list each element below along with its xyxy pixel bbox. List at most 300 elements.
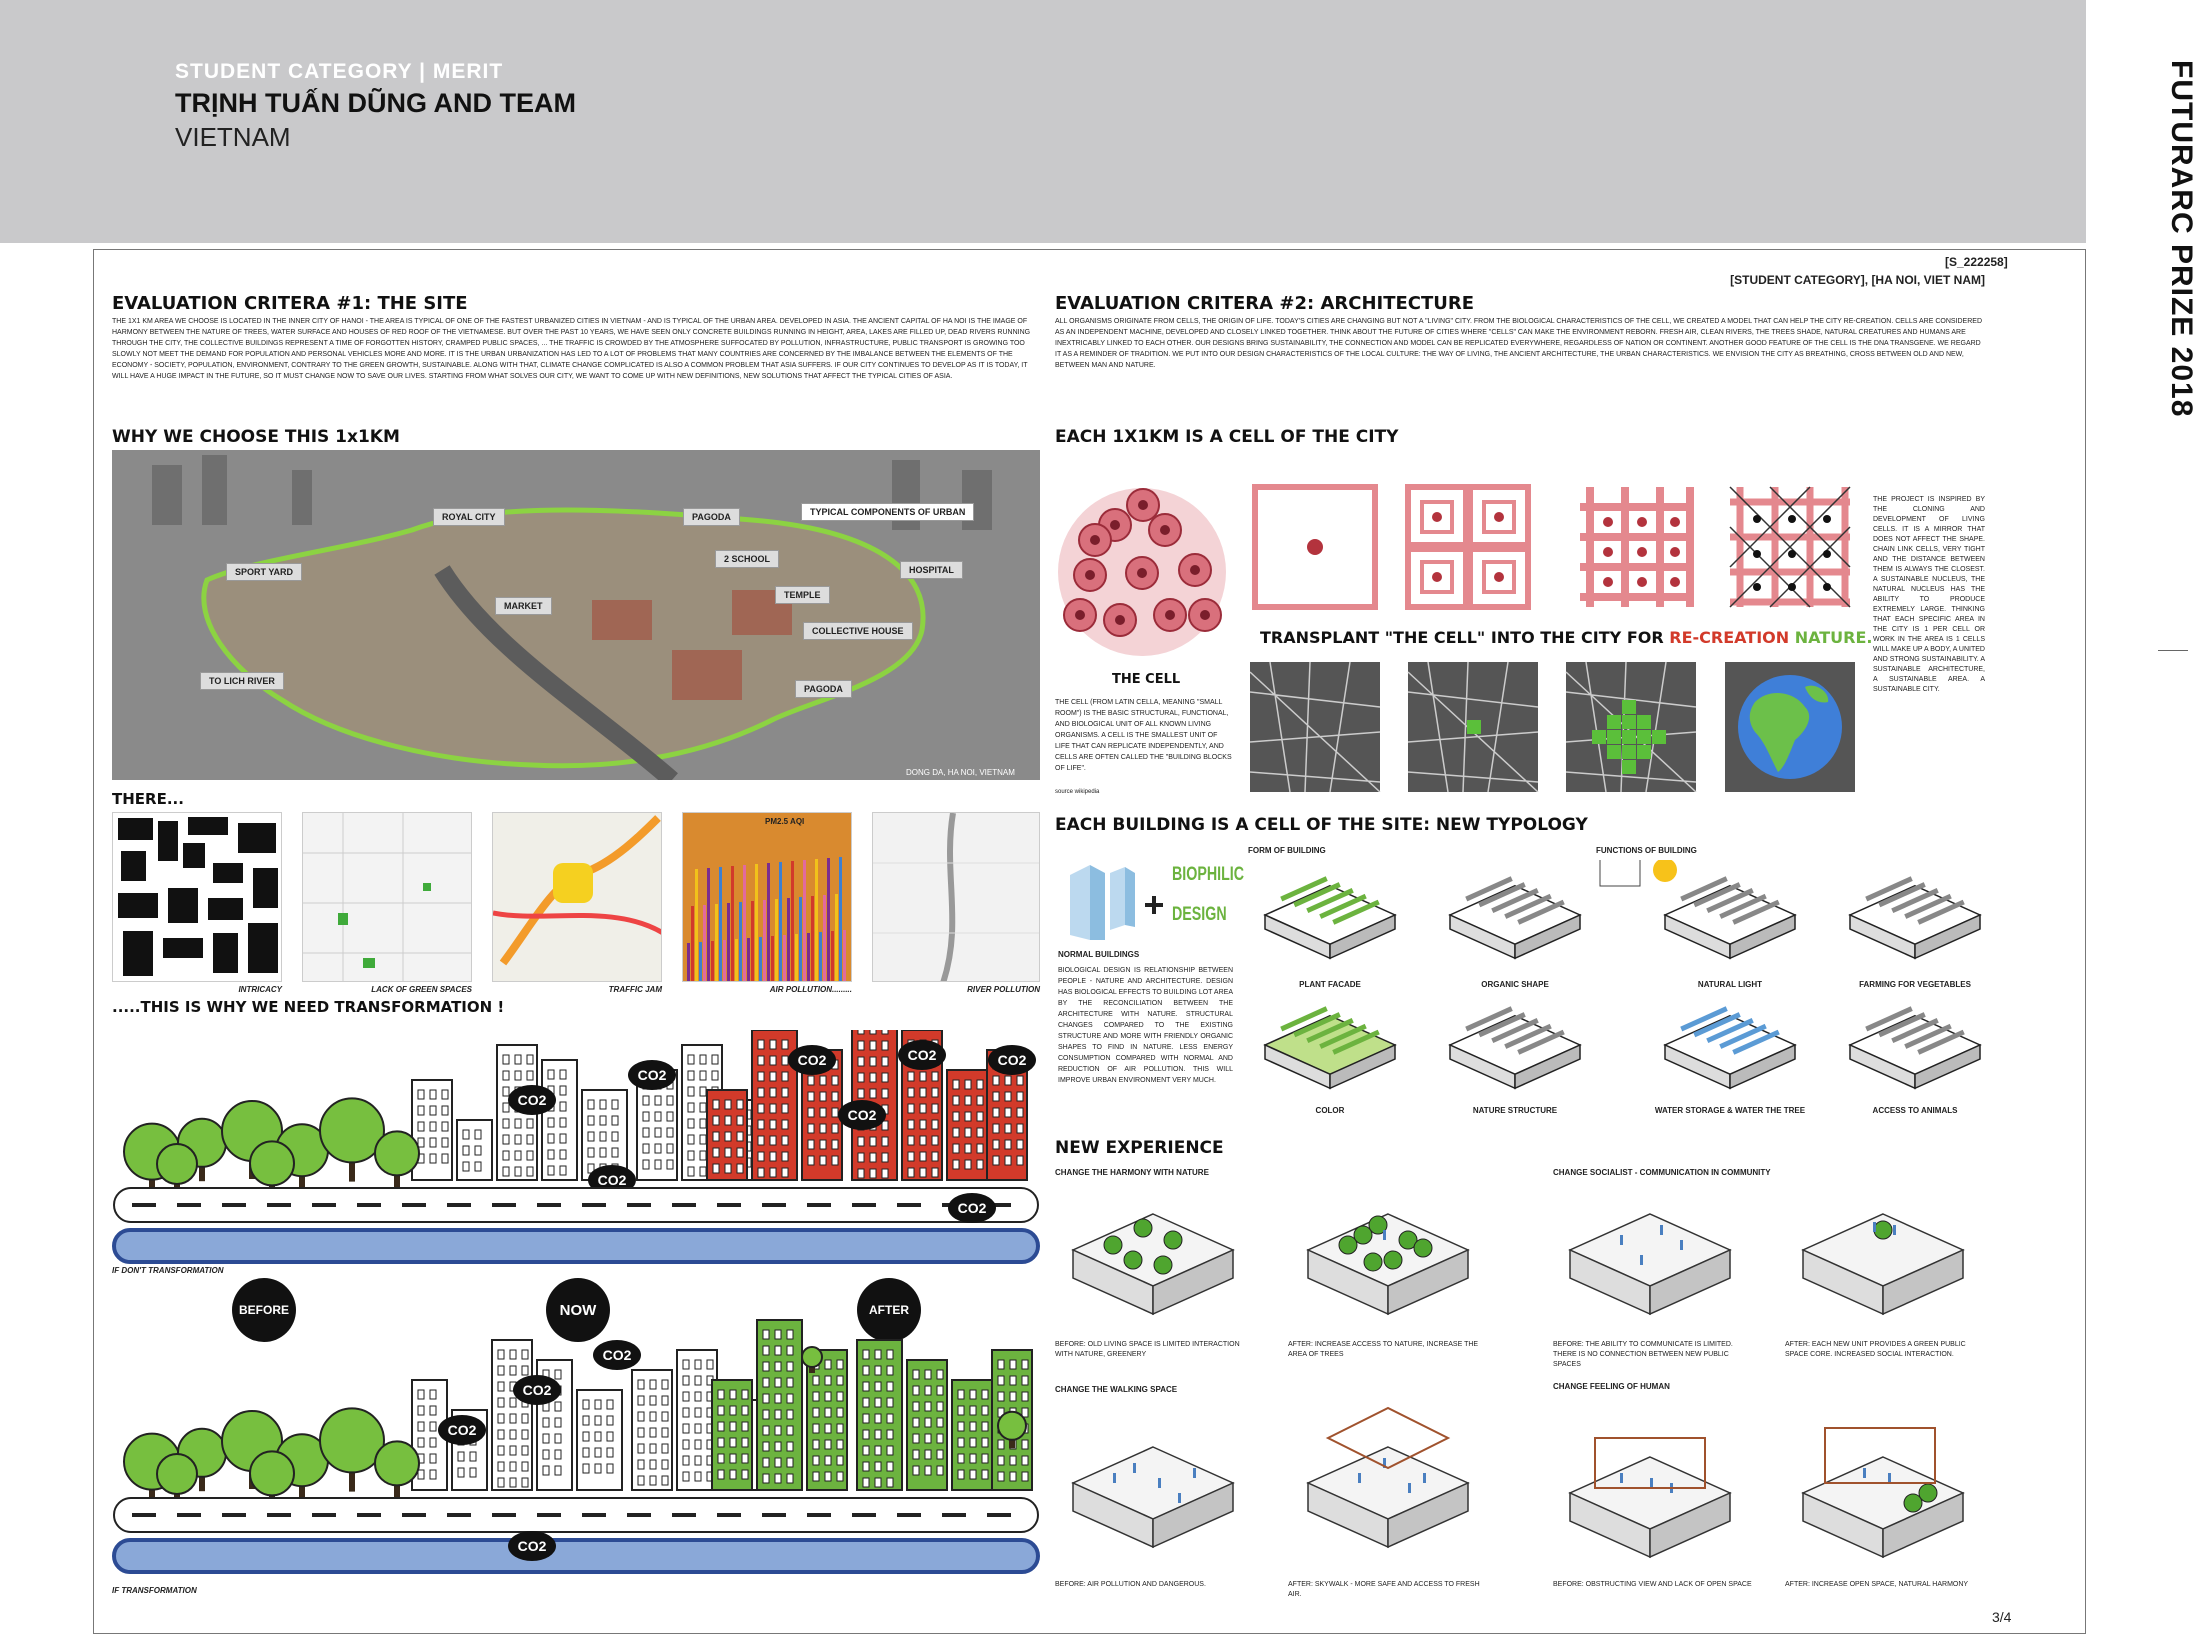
window bbox=[977, 1096, 983, 1105]
window bbox=[763, 1426, 769, 1435]
pollution-bar bbox=[695, 869, 698, 982]
window bbox=[442, 1106, 448, 1115]
exp-person bbox=[1680, 1240, 1683, 1250]
window bbox=[430, 1470, 436, 1479]
co2-label: CO2 bbox=[907, 1047, 937, 1063]
window bbox=[655, 1144, 661, 1153]
window bbox=[430, 1106, 436, 1115]
window bbox=[683, 1424, 689, 1433]
window bbox=[832, 1124, 838, 1133]
window bbox=[913, 1402, 919, 1411]
label-sport-yard: SPORT YARD bbox=[226, 563, 302, 581]
window bbox=[515, 1135, 521, 1144]
window bbox=[503, 1071, 509, 1080]
typ-farming: FARMING FOR VEGETABLES bbox=[1859, 980, 1971, 989]
window bbox=[837, 1392, 843, 1401]
window bbox=[1022, 1360, 1028, 1369]
window bbox=[638, 1396, 644, 1405]
lane-mark bbox=[492, 1513, 516, 1517]
window bbox=[713, 1164, 719, 1173]
window bbox=[758, 1088, 764, 1097]
pollution-bar bbox=[783, 935, 786, 982]
lane-mark bbox=[402, 1203, 426, 1207]
lane-mark bbox=[672, 1513, 696, 1517]
window bbox=[887, 1350, 893, 1359]
right-title: EVALUATION CRITERA #2: ARCHITECTURE bbox=[1055, 293, 1475, 314]
window bbox=[782, 1136, 788, 1145]
cell-core bbox=[1085, 570, 1095, 580]
window bbox=[808, 1092, 814, 1101]
window bbox=[515, 1055, 521, 1064]
window bbox=[775, 1474, 781, 1483]
city-after bbox=[112, 1310, 1040, 1585]
window bbox=[920, 1104, 926, 1113]
window bbox=[730, 1390, 736, 1399]
window bbox=[713, 1132, 719, 1141]
window bbox=[730, 1454, 736, 1463]
window bbox=[787, 1410, 793, 1419]
window bbox=[913, 1450, 919, 1459]
window bbox=[510, 1398, 516, 1407]
window bbox=[463, 1146, 469, 1155]
window bbox=[662, 1460, 668, 1469]
cell-core bbox=[1137, 568, 1147, 578]
window bbox=[418, 1106, 424, 1115]
pollution-bar bbox=[715, 904, 718, 982]
photo-credit: DONG DA, HA NOI, VIETNAM bbox=[906, 768, 1015, 777]
window bbox=[820, 1124, 826, 1133]
pollution-bar bbox=[759, 937, 762, 982]
window bbox=[1017, 1124, 1023, 1133]
window bbox=[560, 1086, 566, 1095]
window bbox=[742, 1422, 748, 1431]
window bbox=[737, 1116, 743, 1125]
window bbox=[770, 1040, 776, 1049]
there-heading: THERE... bbox=[112, 790, 184, 808]
window bbox=[548, 1118, 554, 1127]
window bbox=[782, 1104, 788, 1113]
window bbox=[515, 1119, 521, 1128]
window bbox=[548, 1166, 554, 1175]
window bbox=[787, 1426, 793, 1435]
window bbox=[430, 1090, 436, 1099]
window bbox=[970, 1390, 976, 1399]
lane-mark bbox=[582, 1513, 606, 1517]
site-photo bbox=[112, 450, 1040, 780]
window bbox=[700, 1087, 706, 1096]
window bbox=[937, 1418, 943, 1427]
map-traffic-art bbox=[493, 813, 662, 982]
window bbox=[643, 1144, 649, 1153]
window bbox=[965, 1128, 971, 1137]
window bbox=[982, 1406, 988, 1415]
window bbox=[863, 1446, 869, 1455]
city-after-art bbox=[112, 1310, 1040, 1585]
window bbox=[775, 1410, 781, 1419]
window bbox=[775, 1346, 781, 1355]
transplant-b: RE-CREATION bbox=[1669, 628, 1790, 647]
cell-source: source wikipedia bbox=[1055, 789, 1100, 795]
window bbox=[655, 1128, 661, 1137]
lane-mark bbox=[177, 1203, 201, 1207]
window bbox=[1022, 1392, 1028, 1401]
cap-intricacy: INTRICACY bbox=[238, 985, 282, 994]
window bbox=[937, 1450, 943, 1459]
window bbox=[770, 1056, 776, 1065]
pollution-bar bbox=[771, 936, 774, 982]
window bbox=[607, 1416, 613, 1425]
lane-mark bbox=[537, 1203, 561, 1207]
cell-core bbox=[1200, 610, 1210, 620]
window bbox=[662, 1476, 668, 1485]
exp-tree bbox=[1919, 1484, 1937, 1502]
tree-crown bbox=[157, 1454, 197, 1494]
window bbox=[920, 1120, 926, 1129]
window bbox=[977, 1128, 983, 1137]
window bbox=[958, 1406, 964, 1415]
left-title: EVALUATION CRITERA #1: THE SITE bbox=[112, 293, 468, 314]
window bbox=[763, 1362, 769, 1371]
transplant-art bbox=[1250, 662, 1855, 792]
window bbox=[650, 1476, 656, 1485]
window bbox=[882, 1169, 888, 1178]
window bbox=[442, 1090, 448, 1099]
window bbox=[808, 1124, 814, 1133]
pollution-bar bbox=[763, 900, 766, 982]
window bbox=[808, 1156, 814, 1165]
pollution-bar bbox=[803, 860, 806, 982]
window bbox=[1010, 1360, 1016, 1369]
window bbox=[418, 1122, 424, 1131]
window bbox=[782, 1088, 788, 1097]
window bbox=[695, 1472, 701, 1481]
cell-core bbox=[1075, 610, 1085, 620]
window bbox=[560, 1102, 566, 1111]
window bbox=[713, 1100, 719, 1109]
window bbox=[820, 1076, 826, 1085]
lane-mark bbox=[267, 1513, 291, 1517]
submission-code: [S_222258] bbox=[1945, 255, 2008, 269]
exp-person bbox=[1158, 1478, 1161, 1488]
window bbox=[887, 1366, 893, 1375]
window bbox=[643, 1128, 649, 1137]
window bbox=[932, 1168, 938, 1177]
map-river bbox=[872, 812, 1040, 982]
window bbox=[655, 1096, 661, 1105]
window bbox=[937, 1370, 943, 1379]
window bbox=[775, 1394, 781, 1403]
window bbox=[977, 1112, 983, 1121]
lane-mark bbox=[402, 1513, 426, 1517]
window bbox=[430, 1454, 436, 1463]
window bbox=[463, 1162, 469, 1171]
window bbox=[522, 1430, 528, 1439]
lane-mark bbox=[312, 1203, 336, 1207]
window bbox=[763, 1330, 769, 1339]
window bbox=[510, 1478, 516, 1487]
window bbox=[863, 1382, 869, 1391]
window bbox=[763, 1394, 769, 1403]
transplant-heading bbox=[1260, 628, 1872, 647]
window bbox=[737, 1148, 743, 1157]
cell-core bbox=[1090, 535, 1100, 545]
window bbox=[510, 1446, 516, 1455]
window bbox=[522, 1414, 528, 1423]
exp-person bbox=[1873, 1222, 1876, 1232]
window bbox=[782, 1152, 788, 1161]
window bbox=[870, 1073, 876, 1082]
window bbox=[583, 1416, 589, 1425]
window bbox=[870, 1137, 876, 1146]
transplant-c: NATURE. bbox=[1789, 628, 1873, 647]
window bbox=[925, 1418, 931, 1427]
window bbox=[688, 1119, 694, 1128]
window bbox=[1010, 1392, 1016, 1401]
window bbox=[583, 1464, 589, 1473]
window bbox=[600, 1132, 606, 1141]
window bbox=[953, 1128, 959, 1137]
window bbox=[543, 1434, 549, 1443]
tree-crown bbox=[375, 1131, 419, 1175]
window bbox=[430, 1122, 436, 1131]
window bbox=[588, 1116, 594, 1125]
window bbox=[718, 1454, 724, 1463]
sun-icon bbox=[1653, 860, 1677, 882]
window bbox=[825, 1424, 831, 1433]
window bbox=[908, 1168, 914, 1177]
window bbox=[510, 1366, 516, 1375]
co2-label: CO2 bbox=[522, 1382, 552, 1398]
window bbox=[913, 1418, 919, 1427]
window bbox=[688, 1071, 694, 1080]
window bbox=[932, 1088, 938, 1097]
exp-tree bbox=[1124, 1251, 1142, 1269]
window bbox=[908, 1136, 914, 1145]
window bbox=[908, 1120, 914, 1129]
window bbox=[688, 1167, 694, 1176]
window bbox=[612, 1116, 618, 1125]
window bbox=[555, 1402, 561, 1411]
lane-mark bbox=[132, 1203, 156, 1207]
window bbox=[782, 1040, 788, 1049]
window bbox=[1005, 1092, 1011, 1101]
co2-label: CO2 bbox=[597, 1172, 627, 1188]
map-green bbox=[302, 812, 472, 982]
biophilic-graphic bbox=[1060, 845, 1245, 945]
lane-mark bbox=[582, 1203, 606, 1207]
window bbox=[870, 1169, 876, 1178]
lane-mark bbox=[177, 1513, 201, 1517]
pollution-bar bbox=[703, 905, 706, 982]
side-divider bbox=[2158, 650, 2188, 651]
window bbox=[695, 1392, 701, 1401]
tree-crown bbox=[375, 1441, 419, 1485]
window bbox=[953, 1096, 959, 1105]
window bbox=[965, 1112, 971, 1121]
lane-mark bbox=[447, 1203, 471, 1207]
cap-traffic: TRAFFIC JAM bbox=[608, 985, 662, 994]
cap-1a: BEFORE: OLD LIVING SPACE IS LIMITED INTERACTION WITH NATURE, GREENERY bbox=[1055, 1341, 1240, 1358]
cap-river: RIVER POLLUTION bbox=[967, 985, 1040, 994]
window bbox=[718, 1438, 724, 1447]
window bbox=[718, 1422, 724, 1431]
window bbox=[543, 1450, 549, 1459]
window bbox=[970, 1454, 976, 1463]
window bbox=[718, 1470, 724, 1479]
window bbox=[998, 1472, 1004, 1481]
window bbox=[863, 1478, 869, 1487]
country: VIETNAM bbox=[175, 122, 291, 152]
window bbox=[700, 1119, 706, 1128]
window bbox=[787, 1346, 793, 1355]
window bbox=[510, 1414, 516, 1423]
window bbox=[1017, 1076, 1023, 1085]
window bbox=[430, 1438, 436, 1447]
window bbox=[825, 1408, 831, 1417]
cap-4b: AFTER: INCREASE OPEN SPACE, NATURAL HARMONY bbox=[1785, 1581, 1969, 1588]
need-heading: .....THIS IS WHY WE NEED TRANSFORMATION ! bbox=[112, 998, 505, 1016]
typ-color: COLOR bbox=[1315, 1106, 1345, 1115]
window bbox=[770, 1104, 776, 1113]
window bbox=[742, 1406, 748, 1415]
window bbox=[725, 1164, 731, 1173]
window bbox=[583, 1448, 589, 1457]
experience-heading: NEW EXPERIENCE bbox=[1055, 1138, 1224, 1158]
window bbox=[837, 1376, 843, 1385]
window bbox=[527, 1135, 533, 1144]
window bbox=[758, 1152, 764, 1161]
transplant-grids bbox=[1250, 662, 1855, 792]
label-typical: TYPICAL COMPONENTS OF URBAN bbox=[801, 503, 974, 521]
exp-person bbox=[1423, 1473, 1426, 1483]
team-name: TRỊNH TUẤN DŨNG AND TEAM bbox=[175, 88, 576, 118]
window bbox=[775, 1442, 781, 1451]
window bbox=[742, 1470, 748, 1479]
window bbox=[588, 1148, 594, 1157]
typ-plant: PLANT FACADE bbox=[1299, 980, 1361, 989]
pollution-bar bbox=[831, 931, 834, 982]
window bbox=[700, 1071, 706, 1080]
cap-green: LACK OF GREEN SPACES bbox=[371, 985, 472, 994]
window bbox=[775, 1330, 781, 1339]
experience-row-2-art bbox=[1055, 1398, 1985, 1578]
window bbox=[475, 1130, 481, 1139]
window bbox=[825, 1360, 831, 1369]
window bbox=[543, 1466, 549, 1475]
map-air bbox=[682, 812, 852, 982]
window bbox=[837, 1456, 843, 1465]
window bbox=[1022, 1376, 1028, 1385]
typ-water: WATER STORAGE & WATER THE TREE bbox=[1654, 1106, 1806, 1115]
pollution-bar bbox=[711, 941, 714, 982]
window bbox=[583, 1432, 589, 1441]
co2-label: CO2 bbox=[997, 1052, 1027, 1068]
window bbox=[498, 1382, 504, 1391]
window bbox=[832, 1108, 838, 1117]
window bbox=[977, 1080, 983, 1089]
window bbox=[442, 1138, 448, 1147]
window bbox=[688, 1055, 694, 1064]
window bbox=[758, 1040, 764, 1049]
window bbox=[700, 1167, 706, 1176]
pollution-bar bbox=[791, 861, 794, 982]
lane-mark bbox=[807, 1203, 831, 1207]
window bbox=[595, 1448, 601, 1457]
window bbox=[498, 1446, 504, 1455]
window bbox=[1017, 1108, 1023, 1117]
window bbox=[837, 1472, 843, 1481]
window bbox=[560, 1070, 566, 1079]
now-badge: NOW bbox=[546, 1278, 610, 1342]
window bbox=[982, 1390, 988, 1399]
window bbox=[937, 1466, 943, 1475]
window bbox=[600, 1100, 606, 1109]
window bbox=[958, 1454, 964, 1463]
lane-mark bbox=[222, 1203, 246, 1207]
window bbox=[858, 1153, 864, 1162]
pollution-bar bbox=[787, 898, 790, 982]
window bbox=[725, 1116, 731, 1125]
cap-4a: BEFORE: OBSTRUCTING VIEW AND LACK OF OPEN SPACE bbox=[1553, 1581, 1752, 1588]
exp-person bbox=[1620, 1235, 1623, 1245]
co2-label: CO2 bbox=[447, 1422, 477, 1438]
window bbox=[875, 1350, 881, 1359]
co2-label: CO2 bbox=[797, 1052, 827, 1068]
label-market: MARKET bbox=[495, 597, 552, 615]
right-intro: ALL ORGANISMS ORIGINATE FROM CELLS, THE ORIGIN OF LIFE. TODAY'S CITIES ARE CHANGING BUT NOT A "LIVING" CITY. FROM THE BIOLOGICAL CHARACTERISTICS OF THE CELL, WE CREATED A MODEL THAT CAN HELP THE CITY RE-CREATION. CELLS ARE CONSIDERED AS AN INDEPENDENT MACHINE, DEVELOPED AND CLOSELY LINKED TOGETHER. THINK ABOUT THE FUTURE OF CITIES WHERE "CELLS" CAN MAKE THE ENVIRONMENT REBORN. FRESH AIR, CLEAN RIVERS, THE TREES SHADE, NATURAL CREATURES AND HUMANS ARE INEXTRICABLY LINKED TO EACH OTHER. OUR DESIGNS BRING SUSTAINABILITY, THE CONNECTION AND MODEL CAN BE REPLICATED EVERYWHERE, REGARDLESS OF NATION OR CONTINENT. ANOTHER GOOD FEATURE OF THE CELL IS THE DNA TRANSGENE. WE REGARD IT AS A REMINDER OF TRADITION. WE PUT INTO OUR DESIGN CHARACTERISTICS OF THE LOCAL CULTURE: THE WAY OF LIVING, THE ANCIENT ARCHITECTURE, THE URBAN CHARACTERISTICS. WE ENVISION THE CITY AS BREATHING, CROSS BETWEEN OLD AND NEW, BETWEEN MAN AND NATURE. bbox=[1055, 318, 1982, 369]
pollution-bar bbox=[775, 899, 778, 982]
window bbox=[515, 1151, 521, 1160]
window bbox=[515, 1071, 521, 1080]
cell-core bbox=[1165, 610, 1175, 620]
exp-person bbox=[1893, 1225, 1896, 1235]
window bbox=[993, 1092, 999, 1101]
window bbox=[638, 1380, 644, 1389]
pm-label: PM2.5 AQI bbox=[765, 817, 805, 826]
window bbox=[638, 1412, 644, 1421]
window bbox=[548, 1134, 554, 1143]
window bbox=[932, 1120, 938, 1129]
city-before bbox=[112, 1030, 1040, 1270]
window bbox=[887, 1446, 893, 1455]
window bbox=[683, 1408, 689, 1417]
window bbox=[858, 1137, 864, 1146]
window bbox=[998, 1456, 1004, 1465]
window bbox=[498, 1430, 504, 1439]
window bbox=[707, 1360, 713, 1369]
window bbox=[782, 1056, 788, 1065]
lane-mark bbox=[897, 1513, 921, 1517]
window bbox=[932, 1136, 938, 1145]
window bbox=[600, 1116, 606, 1125]
window bbox=[1022, 1456, 1028, 1465]
lane-mark bbox=[312, 1513, 336, 1517]
window bbox=[908, 1072, 914, 1081]
window bbox=[510, 1350, 516, 1359]
window bbox=[965, 1144, 971, 1153]
map-intricacy bbox=[112, 812, 282, 982]
window bbox=[522, 1366, 528, 1375]
window bbox=[683, 1360, 689, 1369]
exp-tree bbox=[1384, 1251, 1402, 1269]
window bbox=[510, 1430, 516, 1439]
window bbox=[667, 1128, 673, 1137]
window bbox=[758, 1120, 764, 1129]
if-yes-label: IF TRANSFORMATION bbox=[112, 1586, 197, 1595]
lane-mark bbox=[132, 1513, 156, 1517]
window bbox=[1022, 1472, 1028, 1481]
map-traffic bbox=[492, 812, 662, 982]
